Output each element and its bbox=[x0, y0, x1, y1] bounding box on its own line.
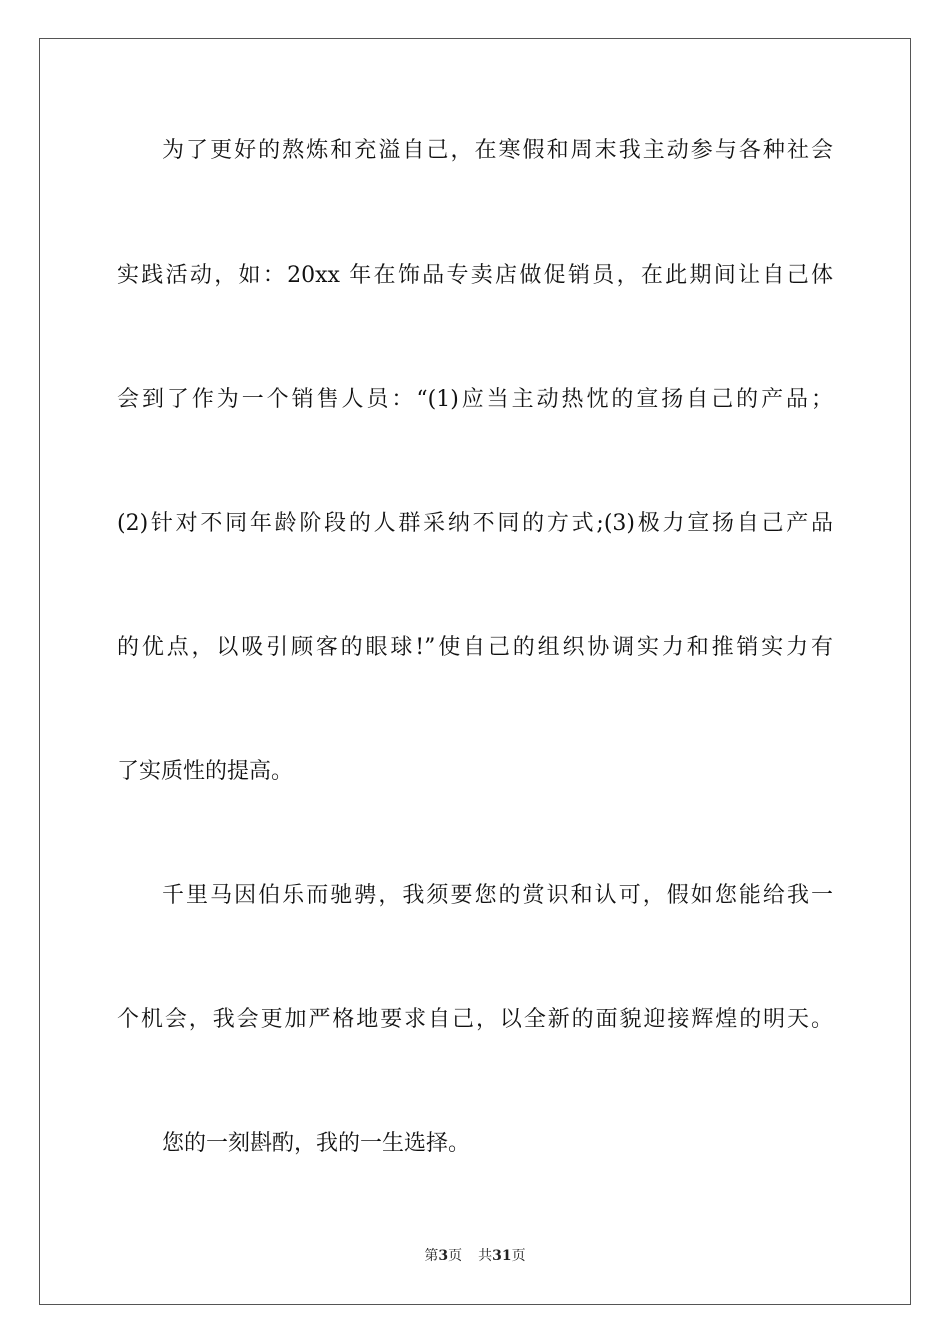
paragraph-1-line-5: 的优点，以吸引顾客的眼球!”使自己的组织协调实力和推销实力有 bbox=[117, 635, 833, 660]
footer-total-pages: 31 bbox=[492, 1248, 512, 1264]
footer-page-suffix: 页 bbox=[448, 1248, 463, 1264]
paragraph-1-line-1: 为了更好的熬炼和充溢自己，在寒假和周末我主动参与各种社会 bbox=[162, 138, 833, 163]
page-footer bbox=[0, 1246, 950, 1266]
paragraph-2-line-2: 个机会，我会更加严格地要求自己，以全新的面貌迎接辉煌的明天。 bbox=[117, 1007, 833, 1032]
footer-page-prefix: 第 bbox=[424, 1248, 439, 1264]
page-frame bbox=[39, 38, 911, 1305]
paragraph-2-line-1: 千里马因伯乐而驰骋，我须要您的赏识和认可，假如您能给我一 bbox=[162, 883, 833, 908]
paragraph-1-line-2: 实践活动，如：20xx 年在饰品专卖店做促销员，在此期间让自己体 bbox=[117, 263, 833, 288]
paragraph-1-line-4: (2)针对不同年龄阶段的人群采纳不同的方式;(3)极力宣扬自己产品 bbox=[117, 511, 833, 536]
footer-total-prefix: 共 bbox=[478, 1248, 493, 1264]
footer-page-number: 3 bbox=[438, 1248, 449, 1264]
paragraph-3-line-1: 您的一刻斟酌，我的一生选择。 bbox=[162, 1131, 471, 1156]
paragraph-1-line-3: 会到了作为一个销售人员：“(1)应当主动热忱的宣扬自己的产品； bbox=[117, 387, 833, 412]
footer-total-suffix: 页 bbox=[511, 1248, 526, 1264]
paragraph-1-line-6: 了实质性的提高。 bbox=[117, 759, 294, 784]
